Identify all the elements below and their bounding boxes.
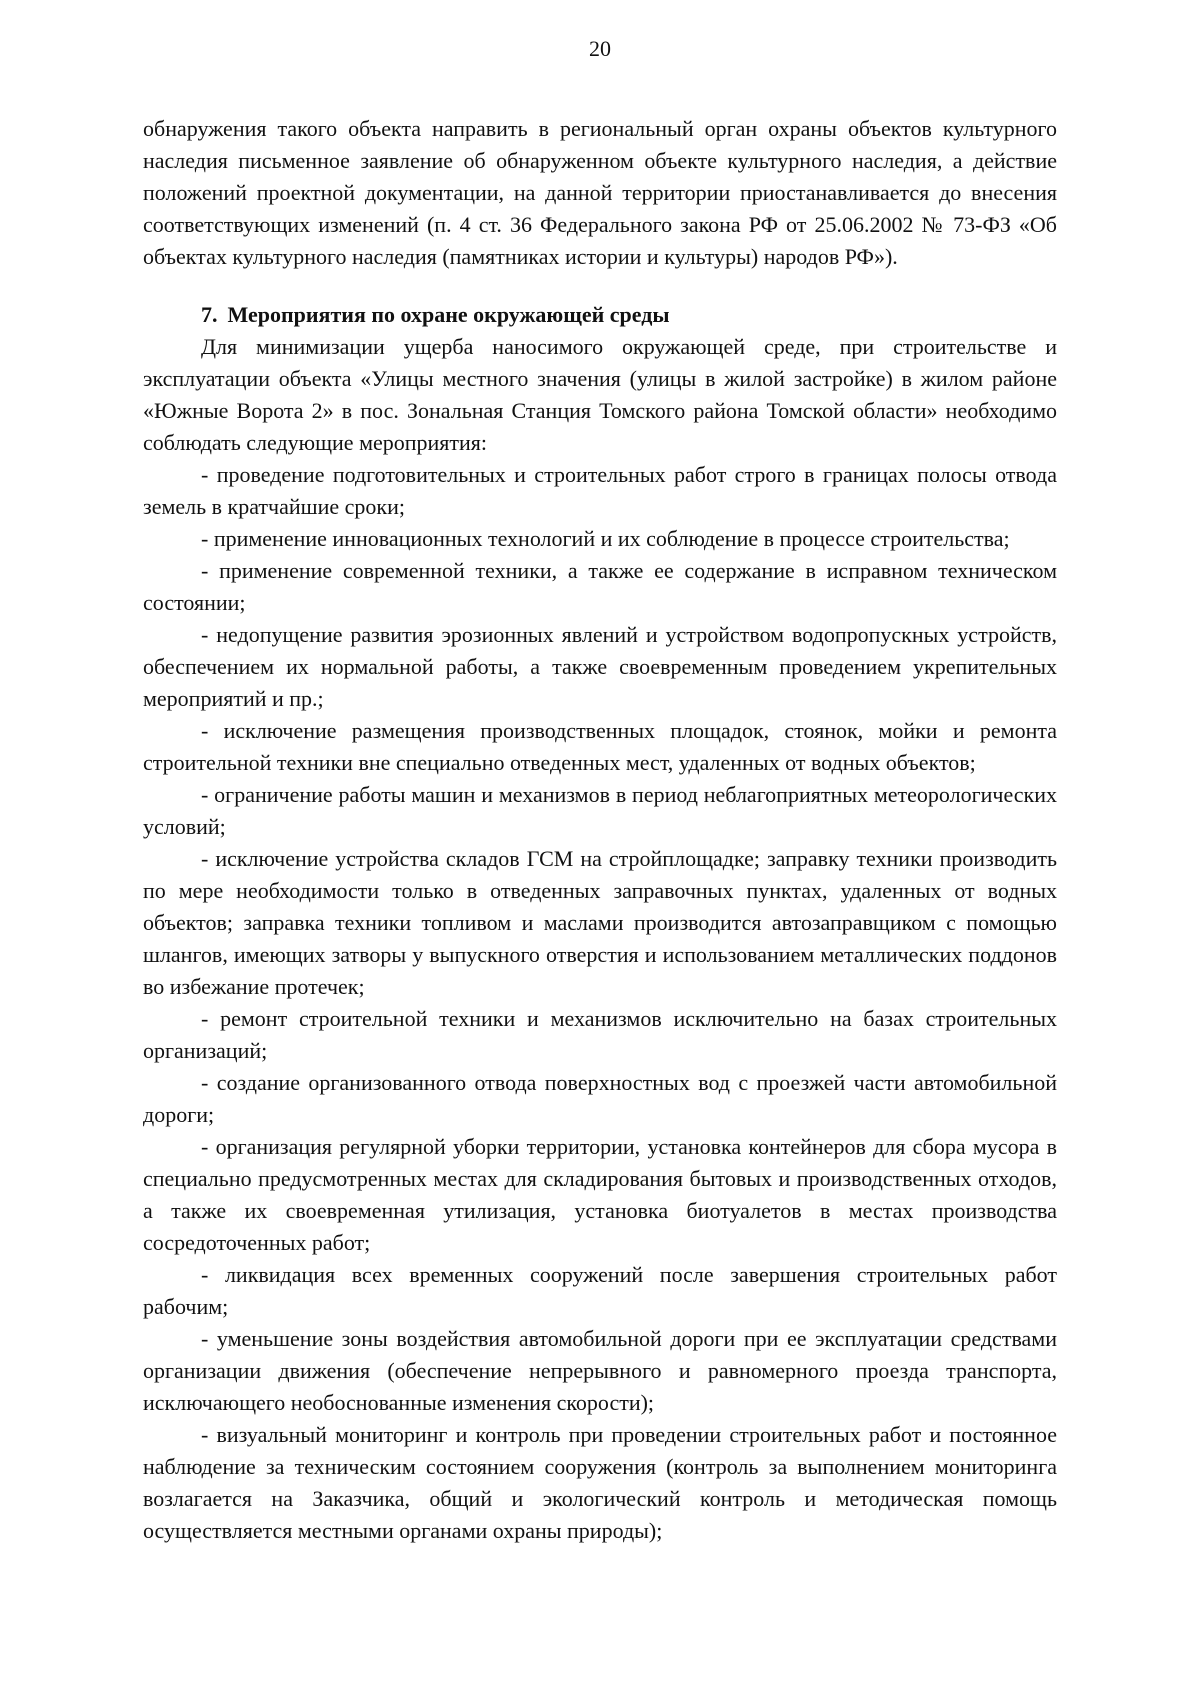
measure-item: - уменьшение зоны воздействия автомобильной дороги при ее эксплуатации средствами организации движения (обеспечение непрерывного и равномерного проезда транспорта, исключающего необоснованные изменения скорости); [143,1326,1057,1415]
measure-item: - применение современной техники, а также ее содержание в исправном техническом состоянии; [143,558,1057,615]
measure-item: - недопущение развития эрозионных явлений и устройством водопропускных устройств, обеспечением их нормальной работы, а также своевременным проведением укрепительных мероприятий и пр.; [143,622,1057,711]
measure-item: - организация регулярной уборки территории, установка контейнеров для сбора мусора в специально предусмотренных местах для складирования бытовых и производственных отходов, а также их своевременная утилизация, установка биотуалетов в местах производства сосредоточенных работ; [143,1134,1057,1255]
measure-item: - визуальный мониторинг и контроль при проведении строительных работ и постоянное наблюдение за техническим состоянием сооружения (контроль за выполнением мониторинга возлагается на Заказчика, общий и экологический контроль и методическая помощь осуществляется местными органами охраны природы); [143,1422,1057,1543]
section-heading [143,299,1057,331]
intro-paragraph: обнаружения такого объекта направить в региональный орган охраны объектов культурного наследия письменное заявление об обнаруженном объекте культурного наследия, а действие положений проектной документации, на данной территории приостанавливается до внесения соответствующих изменений (п. 4 ст. 36 Федерального закона РФ от 25.06.2002 № 73-ФЗ «Об объектах культурного наследия (памятниках истории и культуры) народов РФ»). [143,116,1057,269]
measure-item: - исключение устройства складов ГСМ на стройплощадке; заправку техники производить по мере необходимости только в отведенных заправочных пунктах, удаленных от водных объектов; заправка техники топливом и маслами производится автозаправщиком с помощью шлангов, имеющих затворы у выпускного отверстия и использованием металлических поддонов во избежание протечек; [143,846,1057,999]
page-number: 20 [589,36,611,61]
section-title: Мероприятия по охране окружающей среды [227,302,670,327]
measure-item: - проведение подготовительных и строительных работ строго в границах полосы отвода земель в кратчайшие сроки; [143,462,1057,519]
measure-item: - ремонт строительной техники и механизмов исключительно на базах строительных организаций; [143,1006,1057,1063]
measure-item: - применение инновационных технологий и их соблюдение в процессе строительства; [201,526,1010,551]
measure-item: - создание организованного отвода поверхностных вод с проезжей части автомобильной дороги; [143,1070,1057,1127]
section-number: 7. [201,302,218,327]
measure-item: - исключение размещения производственных площадок, стоянок, мойки и ремонта строительной техники вне специально отведенных мест, удаленных от водных объектов; [143,718,1057,775]
measure-item: - ограничение работы машин и механизмов в период неблагоприятных метеорологических условий; [143,782,1057,839]
page-content [143,113,1057,1547]
lead-paragraph: Для минимизации ущерба наносимого окружающей среде, при строительстве и эксплуатации объекта «Улицы местного значения (улицы в жилой застройке) в жилом районе «Южные Ворота 2» в пос. Зональная Станция Томского района Томской области» необходимо соблюдать следующие мероприятия: [143,334,1057,455]
measure-item: - ликвидация всех временных сооружений после завершения строительных работ рабочим; [143,1262,1057,1319]
